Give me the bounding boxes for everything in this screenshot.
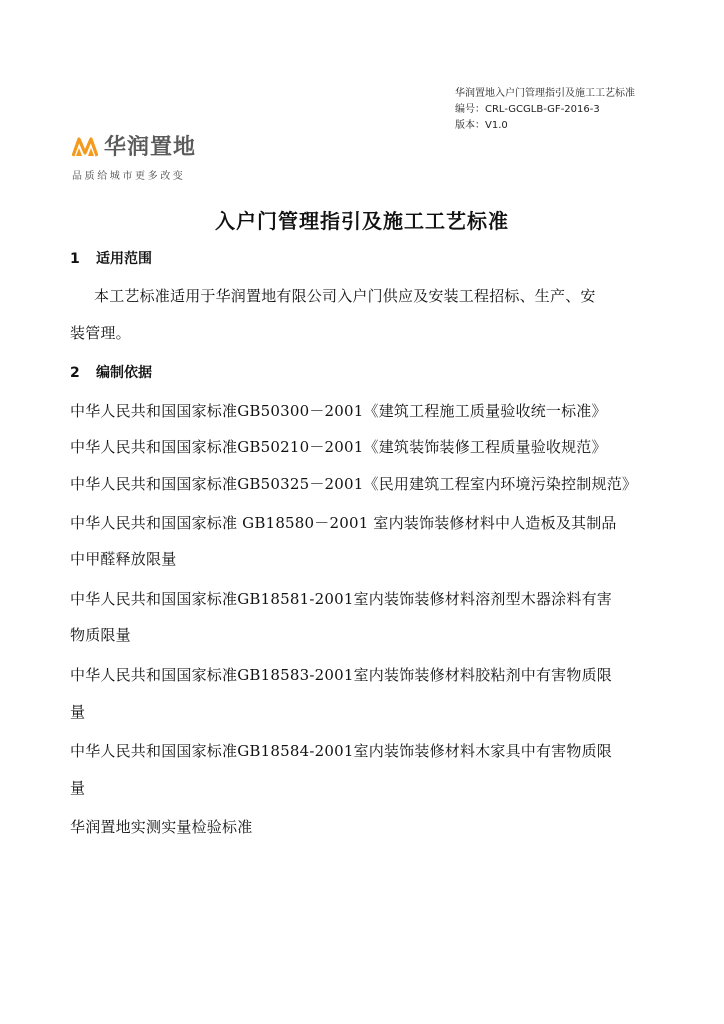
logo-mark-icon: [72, 135, 98, 157]
reference-line: 物质限量: [70, 626, 131, 644]
reference-line: 中甲醛释放限量: [70, 550, 177, 568]
document-header-meta: [455, 86, 635, 134]
section-1-body-line-2: 装管理。: [70, 324, 131, 342]
logo-name: 华润置地: [104, 135, 197, 160]
section-2-heading: [70, 362, 152, 382]
section-1-number: 1: [70, 251, 80, 267]
logo-slogan: 品质给城市更多改变: [72, 171, 186, 182]
section-2-title: 编制依据: [96, 365, 152, 381]
reference-line: 中华人民共和国国家标准 GB18580－2001 室内装饰装修材料中人造板及其制品: [70, 514, 617, 532]
company-logo: [72, 130, 196, 182]
reference-line: 中华人民共和国国家标准GB50210－2001《建筑装饰装修工程质量验收规范》: [70, 438, 607, 456]
section-2-number: 2: [70, 365, 80, 381]
reference-line: 中华人民共和国国家标准GB50300－2001《建筑工程施工质量验收统一标准》: [70, 402, 607, 420]
reference-line: 中华人民共和国国家标准GB50325－2001《民用建筑工程室内环境污染控制规范》: [70, 475, 638, 493]
reference-line: 中华人民共和国国家标准GB18583-2001室内装饰装修材料胶粘剂中有害物质限: [70, 666, 612, 684]
section-1-title: 适用范围: [96, 251, 152, 267]
section-1-heading: [70, 248, 152, 268]
reference-line: 华润置地实测实量检验标准: [70, 818, 253, 836]
reference-line: 量: [70, 779, 86, 797]
reference-line: 量: [70, 703, 86, 721]
section-1-body-line-1: 本工艺标准适用于华润置地有限公司入户门供应及安装工程招标、生产、安: [94, 287, 596, 305]
header-version: 版本：V1.0: [455, 120, 508, 131]
header-doc-code: 编号：CRL-GCGLB-GF-2016-3: [455, 104, 600, 115]
header-doc-name: 华润置地入户门管理指引及施工工艺标准: [455, 88, 635, 99]
reference-line: 中华人民共和国国家标准GB18581-2001室内装饰装修材料溶剂型木器涂料有害: [70, 590, 612, 608]
reference-line: 中华人民共和国国家标准GB18584-2001室内装饰装修材料木家具中有害物质限: [70, 742, 612, 760]
document-title: 入户门管理指引及施工工艺标准: [215, 209, 509, 233]
